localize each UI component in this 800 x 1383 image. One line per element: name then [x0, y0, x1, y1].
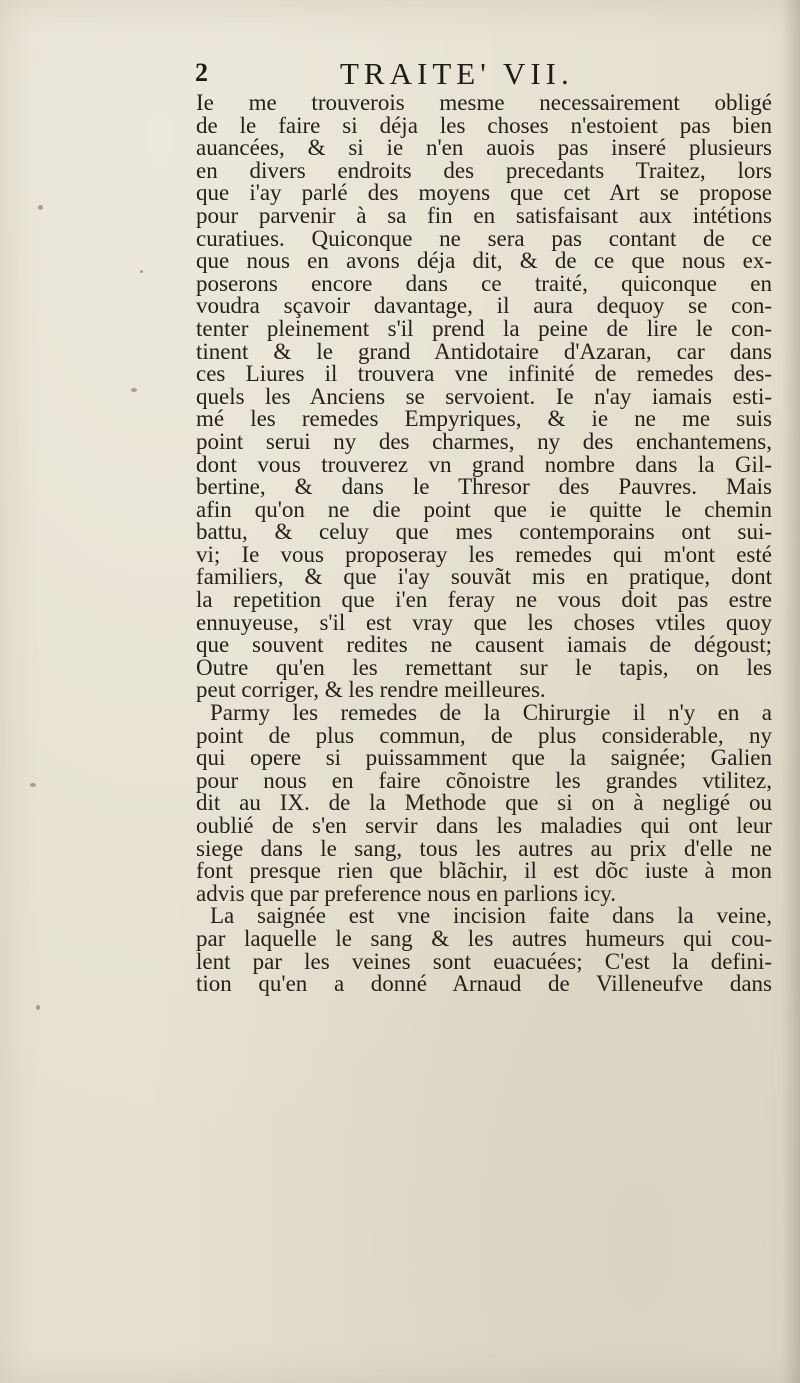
- text-line: que souvent redites ne causent iamais de dégoust;: [196, 632, 772, 658]
- text-line: peut corriger, & les rendre meilleures.: [196, 677, 546, 703]
- text-line: vi; Ie vous proposeray les remedes qui m'ont esté: [196, 541, 772, 567]
- paper-speck: [36, 1005, 40, 1010]
- text-line: pour parvenir à sa fin en satisfaisant aux intétions: [196, 202, 772, 228]
- text-line: qui opere si puissamment que la saignée; Galien: [196, 745, 772, 771]
- text-line: dit au IX. de la Methode que si on à negligé ou: [196, 790, 772, 816]
- paper-speck: [131, 388, 137, 392]
- text-line: advis que par preference nous en parlions icy.: [196, 880, 617, 906]
- treatise-title: TRAITE' VII.: [340, 56, 574, 91]
- text-line: que i'ay parlé des moyens que cet Art se propose: [196, 180, 772, 206]
- text-line: Outre qu'en les remettant sur le tapis, on les: [196, 654, 772, 680]
- paper-speck: [38, 205, 43, 210]
- text-line: en divers endroits des precedants Traitez, lors: [196, 157, 772, 183]
- text-line: siege dans le sang, tous les autres au prix d'elle ne: [196, 835, 772, 861]
- text-line: battu, & celuy que mes contemporains ont sui-: [196, 519, 772, 545]
- text-line: voudra sçavoir davantage, il aura dequoy se con-: [196, 293, 772, 319]
- text-line: quels les Anciens se servoient. Ie n'ay iamais esti-: [196, 383, 772, 409]
- text-line: afin qu'on ne die point que ie quitte le chemin: [196, 496, 772, 522]
- text-line: lent par les veines sont euacuées; C'est la defini-: [196, 948, 772, 974]
- text-line: Parmy les remedes de la Chirurgie il n'y en a: [210, 700, 772, 726]
- text-line: pour nous en faire cõnoistre les grandes vtilitez,: [196, 767, 772, 793]
- text-line: tenter pleinement s'il prend la peine de lire le con-: [196, 315, 772, 341]
- text-line: tinent & le grand Antidotaire d'Azaran, car dans: [196, 338, 772, 364]
- text-line: font presque rien que blãchir, il est dõc iuste à mon: [196, 858, 772, 884]
- page-number: 2: [195, 58, 208, 87]
- text-line: curatiues. Quiconque ne sera pas contant de ce: [196, 225, 772, 251]
- paper-speck: [30, 783, 36, 787]
- text-line: auancées, & si ie n'en auois pas inseré plusieurs: [196, 135, 772, 161]
- paper-speck: [140, 270, 143, 273]
- page-edge-shadow: [782, 0, 800, 1383]
- body-text: [196, 92, 772, 996]
- text-line: point de plus commun, de plus considerable, ny: [196, 722, 772, 748]
- text-line: par laquelle le sang & les autres humeurs qui cou-: [196, 925, 772, 951]
- text-line: ennuyeuse, s'il est vray que les choses vtiles quoy: [196, 609, 772, 635]
- text-line: tion qu'en a donné Arnaud de Villeneufve dans: [196, 971, 772, 997]
- text-line: de le faire si déja les choses n'estoient pas bien: [196, 112, 772, 138]
- text-line: la repetition que i'en feray ne vous doit pas estre: [196, 587, 772, 613]
- text-line: bertine, & dans le Thresor des Pauvres. Mais: [196, 474, 772, 500]
- text-line: point serui ny des charmes, ny des enchantemens,: [196, 428, 772, 454]
- text-line: oublié de s'en servir dans les maladies qui ont leur: [196, 813, 772, 838]
- running-head: [195, 56, 775, 92]
- text-line: mé les remedes Empyriques, & ie ne me suis: [196, 406, 772, 432]
- text-line: familiers, & que i'ay souvãt mis en pratique, dont: [196, 564, 772, 590]
- text-line: La saignée est vne incision faite dans la veine,: [210, 903, 772, 929]
- text-line: que nous en avons déja dit, & de ce que nous ex-: [196, 248, 772, 274]
- text-line: ces Liures il trouvera vne infinité de remedes des-: [196, 361, 772, 387]
- text-line: dont vous trouverez vn grand nombre dans la Gil-: [196, 451, 772, 477]
- text-line: Ie me trouverois mesme necessairement obligé: [196, 90, 772, 115]
- text-line: poserons encore dans ce traité, quiconque en: [196, 270, 772, 296]
